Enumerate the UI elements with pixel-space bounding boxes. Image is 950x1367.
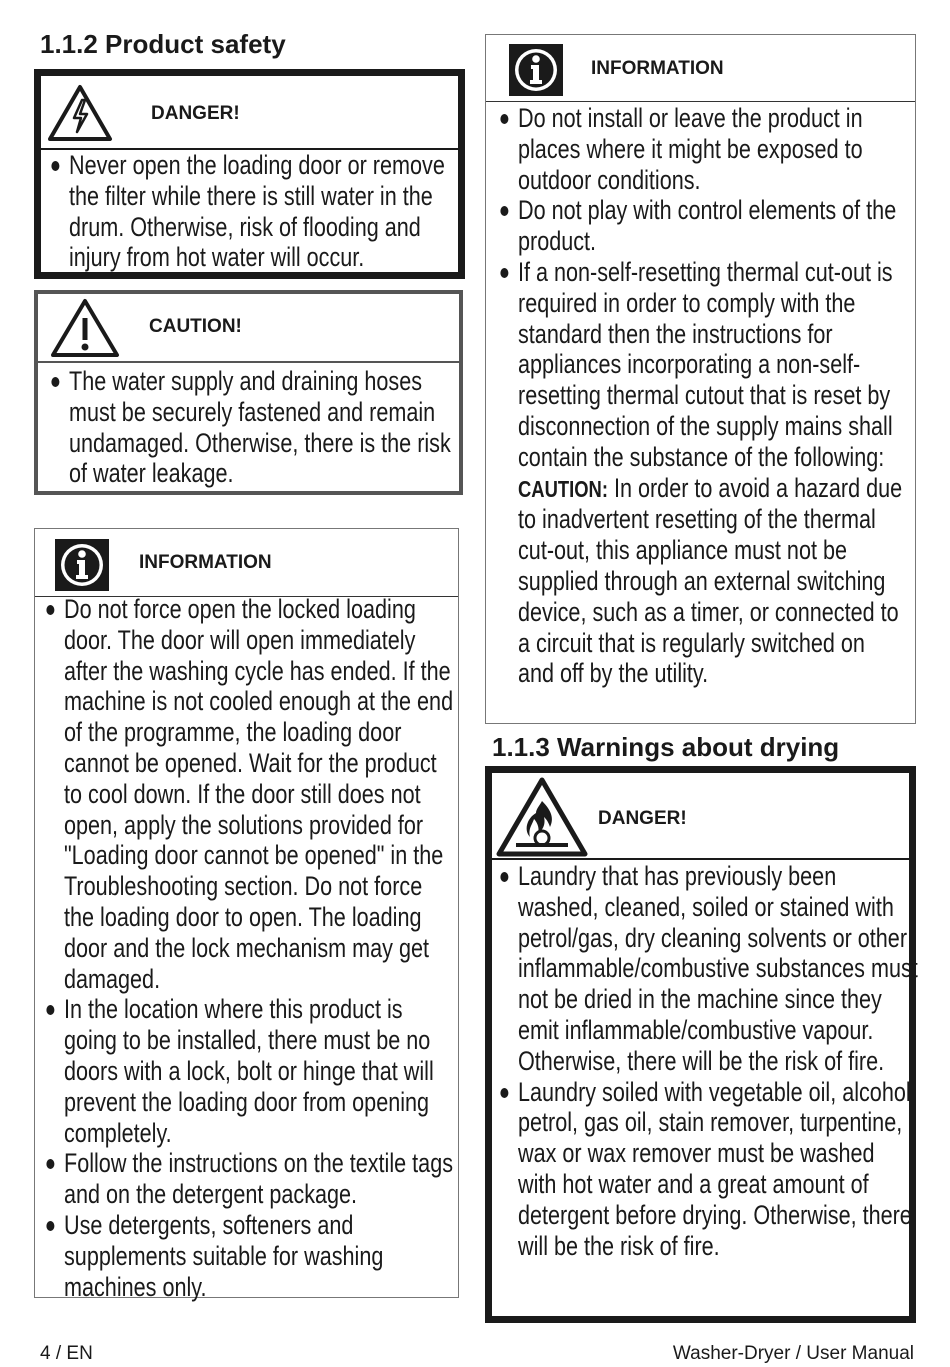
danger-list — [518, 861, 918, 1261]
danger-box-header — [41, 76, 458, 150]
information-box-header — [486, 35, 915, 102]
flammable-hazard-icon — [496, 777, 588, 857]
caution-note-text: In order to avoid a hazard due to inadvertent resetting of the thermal cut-out, this appliance must not be supplied through an external switching device, such as a timer, or connected to a circuit that is regularly switched on and off by the utility. — [518, 472, 903, 689]
list-item: Laundry soiled with vegetable oil, alcohol, petrol, gas oil, stain remover, turpentine, wax or wax remover must be washed with hot water and a great amount of detergent before drying. Otherwise, there will be the risk of fire. — [518, 1076, 917, 1261]
list-item: Laundry that has previously been washed, cleaned, soiled or stained with petrol/gas, dry cleaning solvents or other inflammable/combustive substances must not be dried in the machine since they emit inflammable/combustive vapour. Otherwise, there will be the risk of fire. — [518, 861, 918, 1076]
information-icon — [509, 44, 563, 96]
information-title: INFORMATION — [591, 58, 724, 79]
information-box-left — [34, 528, 459, 1302]
caution-note-label: CAUTION: — [518, 475, 608, 502]
danger-box — [34, 69, 465, 279]
caution-list — [69, 366, 454, 489]
exclamation-triangle-icon — [50, 298, 120, 358]
information-box-header — [35, 529, 458, 597]
electric-hazard-icon — [47, 84, 113, 142]
list-item: The water supply and draining hoses must be securely fastened and remain undamaged. Otherwise, there is the risk of water leakage. — [69, 366, 454, 489]
danger-title: DANGER! — [598, 808, 687, 829]
list-item: Use detergents, softeners and supplements suitable for washing machines only. — [64, 1210, 454, 1302]
caution-box-header — [38, 294, 459, 363]
caution-title: CAUTION! — [149, 316, 242, 337]
danger-box-header — [492, 773, 909, 860]
section-heading-drying-warnings: 1.1.3 Warnings about drying — [492, 732, 840, 762]
information-title: INFORMATION — [139, 552, 272, 573]
list-item: Do not force open the locked loading door. The door will open immediately after the washing cycle has ended. If the machine is not cooled enough at the end of the programme, the loading door cannot be opened. Wait for the product to cool down. If the door still does not open, apply the solutions provided for "Loading door cannot be opened" in the Troubleshooting section. Do not force the loading door to open. The loading door and the lock mechanism may get damaged. — [64, 594, 454, 994]
list-item: Do not play with control elements of the product. — [518, 195, 903, 257]
list-item: In the location where this product is going to be installed, there must be no doors with a lock, bolt or hinge that will prevent the loading door from opening completely. — [64, 994, 454, 1148]
information-icon — [55, 539, 109, 591]
list-item: Never open the loading door or remove the filter while there is still water in the drum. Otherwise, risk of flooding and injury from hot water will occur. — [69, 150, 454, 273]
section-heading-product-safety: 1.1.2 Product safety — [40, 29, 286, 59]
information-list — [64, 594, 454, 1302]
list-item: Do not install or leave the product in places where it might be exposed to outdoor conditions. — [518, 103, 903, 195]
page-number: 4 / EN — [40, 1343, 93, 1364]
information-box-right — [485, 34, 916, 724]
danger-title: DANGER! — [151, 103, 240, 124]
caution-note — [518, 473, 903, 690]
caution-box — [34, 290, 463, 495]
list-item: If a non-self-resetting thermal cut-out is required in order to comply with the standard then the instructions for appliances incorporating a non-self-resetting thermal cutout that is reset by disconnection of the supply mains shall contain the substance of the following: — [518, 257, 903, 473]
danger-box-drying — [485, 766, 916, 1323]
information-list — [518, 103, 903, 689]
list-item: Follow the instructions on the textile tags and on the detergent package. — [64, 1148, 454, 1210]
danger-list — [69, 150, 454, 273]
document-title: Washer-Dryer / User Manual — [672, 1343, 914, 1364]
